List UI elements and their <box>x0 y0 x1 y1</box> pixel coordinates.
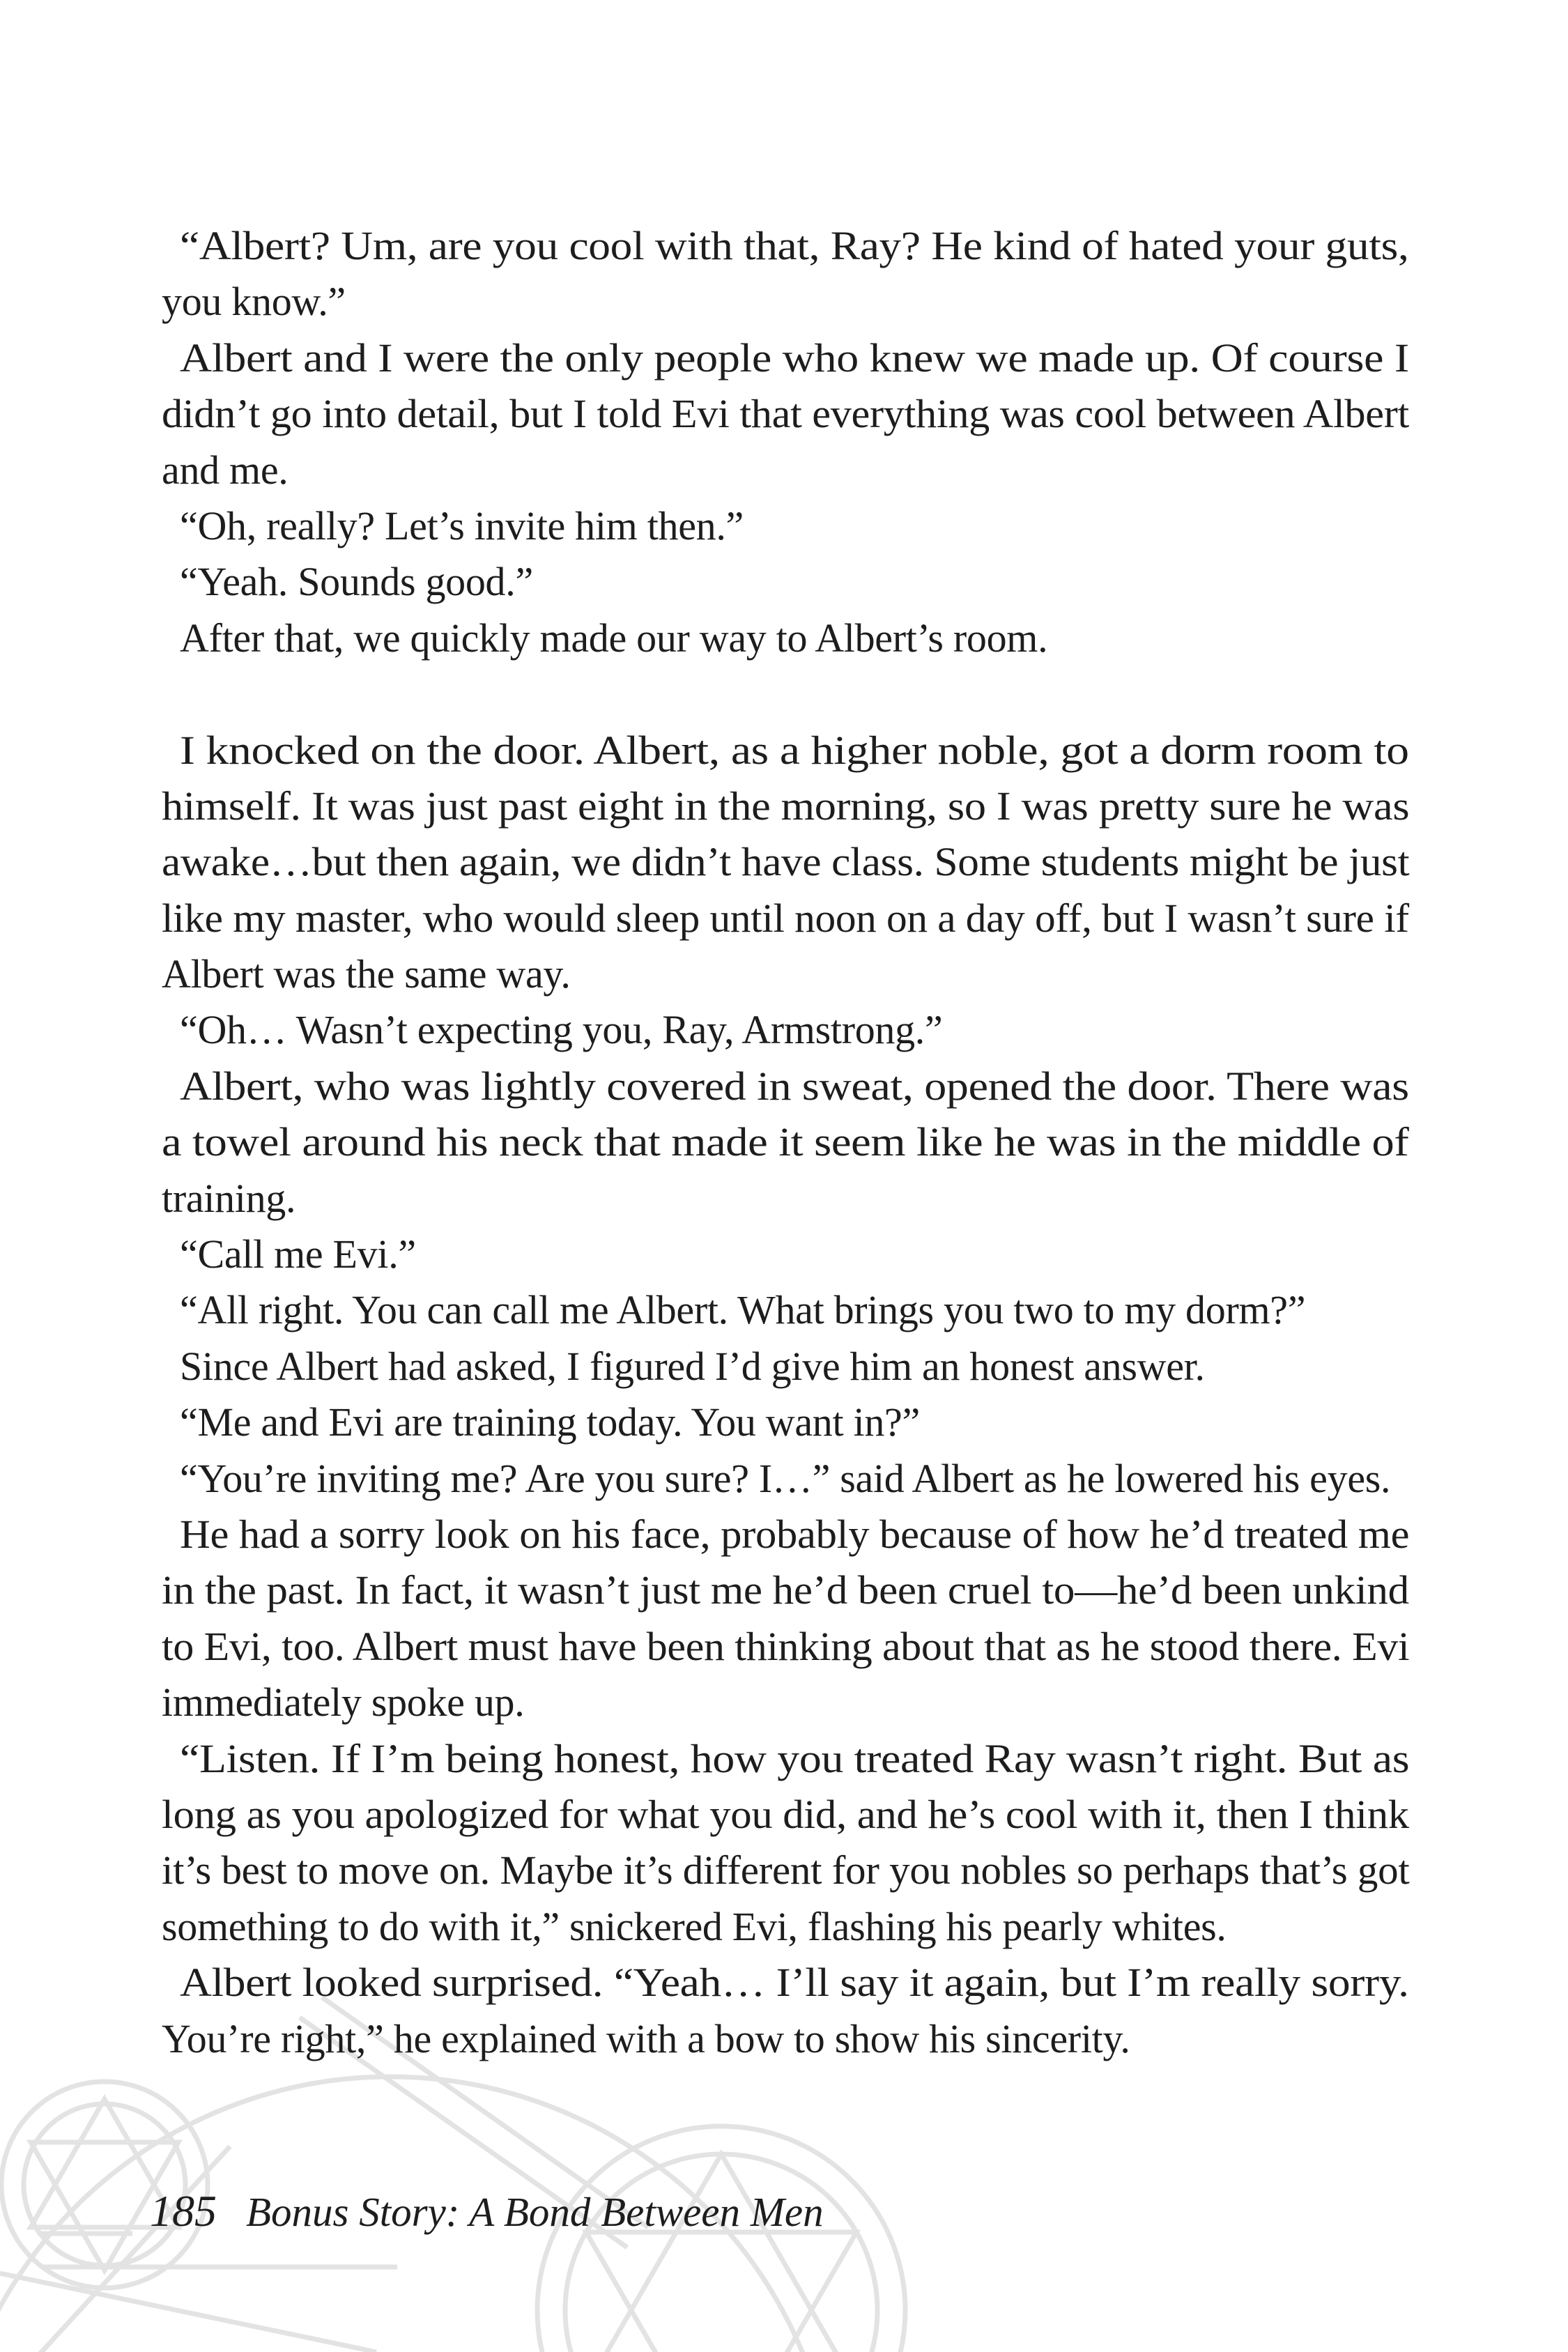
page-number: 185 <box>150 2186 217 2236</box>
body-text-line: Albert, who was lightly covered in sweat, opened the door. There was <box>180 1063 1409 1109</box>
body-text-line: Albert and I were the only people who knew we made up. Of course I <box>180 335 1409 381</box>
body-text-line: and me. <box>162 447 289 493</box>
body-text-line: long as you apologized for what you did, and he’s cool with it, then I think <box>162 1791 1409 1837</box>
body-text-line: “You’re inviting me? Are you sure? I…” said Albert as he lowered his eyes. <box>180 1455 1391 1501</box>
body-text-line: “Oh, really? Let’s invite him then.” <box>180 502 744 548</box>
body-text-line: it’s best to move on. Maybe it’s different for you nobles so perhaps that’s got <box>162 1847 1410 1893</box>
body-text-line: You’re right,” he explained with a bow to show his sincerity. <box>162 2015 1130 2061</box>
body-text-line: immediately spoke up. <box>162 1680 525 1725</box>
body-text-line: like my master, who would sleep until noon on a day off, but I wasn’t sure if <box>162 895 1409 941</box>
body-text-line: “Call me Evi.” <box>180 1231 416 1277</box>
body-text-line: in the past. In fact, it wasn’t just me he’d been cruel to—he’d been unkind <box>162 1567 1409 1613</box>
body-text-line: something to do with it,” snickered Evi, flashing his pearly whites. <box>162 1903 1227 1949</box>
body-text-line: “All right. You can call me Albert. What brings you two to my dorm?” <box>180 1287 1306 1333</box>
body-text-line: Since Albert had asked, I figured I’d give him an honest answer. <box>180 1343 1205 1389</box>
body-text-line: He had a sorry look on his face, probably because of how he’d treated me <box>180 1511 1410 1557</box>
body-text-line: Albert looked surprised. “Yeah… I’ll say it again, but I’m really sorry. <box>180 1960 1409 2006</box>
body-text-line: I knocked on the door. Albert, as a higher noble, got a dorm room to <box>180 727 1409 773</box>
body-text-line: awake…but then again, we didn’t have class. Some students might be just <box>162 839 1410 885</box>
page-body <box>162 218 1409 2067</box>
chapter-title: Bonus Story: A Bond Between Men <box>246 2189 824 2235</box>
body-text-line: After that, we quickly made our way to Albert’s room. <box>180 615 1048 661</box>
body-text-line: didn’t go into detail, but I told Evi that everything was cool between Albert <box>162 391 1409 437</box>
body-text-line: “Yeah. Sounds good.” <box>180 559 533 605</box>
body-text-line: to Evi, too. Albert must have been thinking about that as he stood there. Evi <box>162 1623 1410 1669</box>
body-text-line: “Listen. If I’m being honest, how you treated Ray wasn’t right. But as <box>180 1735 1410 1781</box>
paragraph-spacer <box>162 666 1409 722</box>
body-text-line: you know.” <box>162 279 346 325</box>
body-text-line: “Oh… Wasn’t expecting you, Ray, Armstrong.” <box>180 1007 943 1053</box>
body-text-line: himself. It was just past eight in the morning, so I was pretty sure he was <box>162 783 1410 829</box>
body-text-line: a towel around his neck that made it seem like he was in the middle of <box>162 1119 1409 1165</box>
body-text-line: “Albert? Um, are you cool with that, Ray? He kind of hated your guts, <box>180 223 1409 268</box>
body-text-line: Albert was the same way. <box>162 951 571 997</box>
body-text-line: “Me and Evi are training today. You want in?” <box>180 1399 920 1445</box>
body-text-line: training. <box>162 1175 296 1221</box>
page-footer <box>150 2185 824 2237</box>
